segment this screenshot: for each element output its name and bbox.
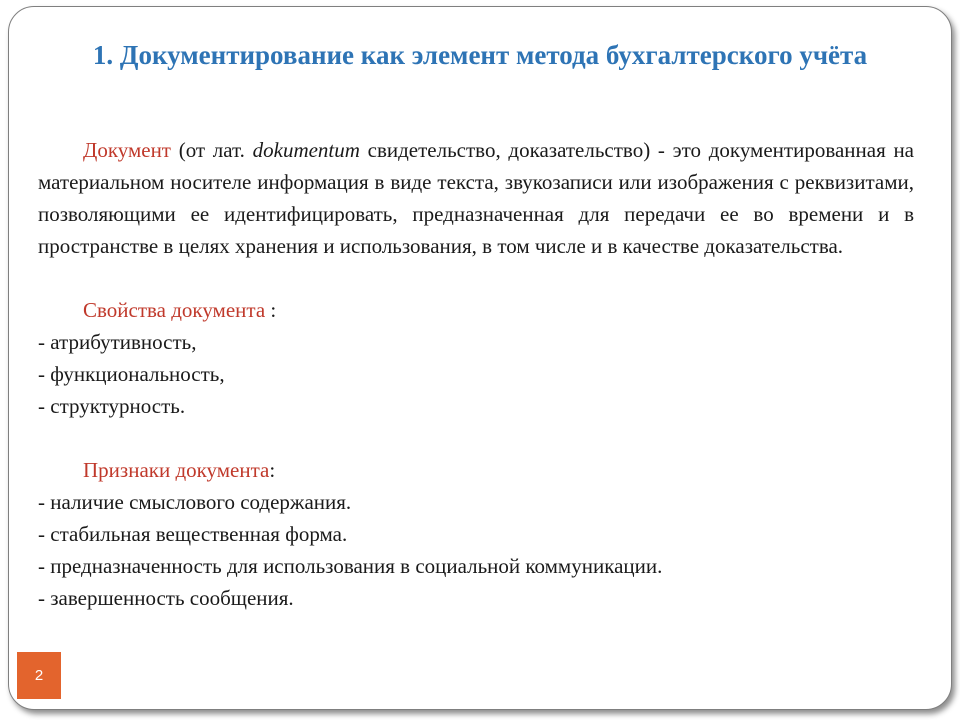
- features-heading-colon: :: [269, 458, 276, 482]
- definition-latin-word: dokumentum: [252, 138, 360, 162]
- list-item: - предназначенность для использования в социальной коммуникации.: [38, 554, 663, 578]
- features-heading-label: Признаки документа: [83, 458, 270, 482]
- spacer: [38, 422, 914, 454]
- properties-heading: [38, 294, 914, 326]
- definition-term: Документ: [83, 138, 171, 162]
- slide-content: [38, 134, 914, 614]
- spacer: [38, 262, 914, 294]
- definition-paragraph: [38, 134, 914, 262]
- definition-text-part1: (от лат.: [170, 138, 253, 162]
- properties-list: [38, 326, 914, 422]
- list-item: - завершенность сообщения.: [38, 586, 294, 610]
- list-item: - атрибутивность,: [38, 330, 197, 354]
- list-item: - структурность.: [38, 394, 186, 418]
- list-item: - функциональность,: [38, 362, 225, 386]
- slide-title: 1. Документирование как элемент метода бухгалтерского учёта: [92, 40, 868, 70]
- page-number-badge: 2: [17, 652, 61, 699]
- list-item: - стабильная вещественная форма.: [38, 522, 348, 546]
- list-item: - наличие смыслового содержания.: [38, 490, 352, 514]
- properties-heading-label: Свойства документа: [83, 298, 266, 322]
- properties-heading-colon: :: [265, 298, 277, 322]
- features-heading: [38, 454, 914, 486]
- features-list: [38, 486, 914, 614]
- definition-text-part2: свидетельство, доказательство) - это документированная на материальном носителе информация в виде текста, звукозаписи или изображения с реквизитами, позволяющими ее идентифицировать, предназначенная для передачи ее во времени и в пространстве в целях хранения и использования, в том числе и в качестве доказательства.: [38, 138, 915, 258]
